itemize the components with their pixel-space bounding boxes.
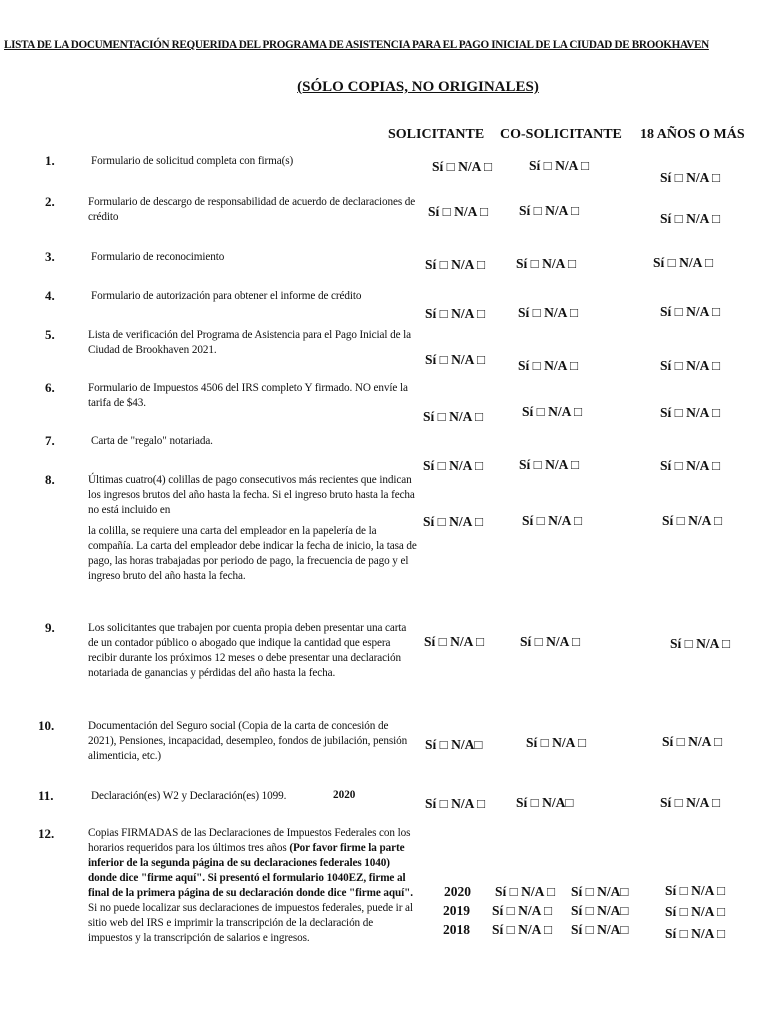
coapplicant-checkbox[interactable]: Sí □ N/A□ (516, 795, 574, 810)
coapplicant-checkbox[interactable]: Sí □ N/A □ (519, 457, 580, 472)
tax-year: 2020 (444, 884, 471, 899)
tax-year: 2019 (443, 903, 470, 918)
item-description-continued: la colilla, se requiere una carta del empleador en la papelería de la compañía. La carta del empleador debe indicar la fecha de inicio, la tasa de pago, las horas trabajadas por periodo de pago, la frecuencia de pago y el ingreso bruto del año hasta la fecha. (88, 525, 417, 582)
adult-checkbox[interactable]: Sí □ N/A □ (665, 926, 726, 941)
item-description: Formulario de reconocimiento (91, 251, 225, 263)
applicant-checkbox[interactable]: Sí □ N/A □ (425, 796, 486, 811)
coapplicant-checkbox[interactable]: Sí □ N/A□ (571, 922, 629, 937)
item-description: Carta de "regalo" notariada. (91, 435, 213, 447)
coapplicant-checkbox[interactable]: Sí □ N/A □ (516, 256, 577, 271)
item-number: 11. (38, 788, 54, 803)
item-number: 8. (45, 472, 55, 487)
item-description: Lista de verificación del Programa de Asistencia para el Pago Inicial de la Ciudad de Brookhaven 2021. (88, 329, 412, 356)
applicant-checkbox[interactable]: Sí □ N/A □ (492, 922, 553, 937)
item-number: 1. (45, 153, 55, 168)
adult-checkbox[interactable]: Sí □ N/A □ (662, 734, 723, 749)
adult-checkbox[interactable]: Sí □ N/A □ (660, 405, 721, 420)
tax-year: 2018 (443, 922, 470, 937)
item-description-bold: (Por favor firme la parte inferior de la segunda página de su declaraciones federales 1040) donde dice "firme aquí". Si presentó el formulario 1040EZ, firme al final de la primera página de su declaración donde dice "firme aquí". (88, 842, 413, 899)
item-description: Formulario de solicitud completa con firma(s) (91, 155, 294, 167)
applicant-checkbox[interactable]: Sí □ N/A □ (432, 159, 493, 174)
item-description: Últimas cuatro(4) colillas de pago consecutivos más recientes que indican los ingresos brutos del año hasta la fecha. Si el ingreso bruto hasta la fecha no está incluido en (88, 474, 415, 516)
column-header-adult: 18 AÑOS O MÁS (640, 127, 745, 142)
coapplicant-checkbox[interactable]: Sí □ N/A□ (571, 903, 629, 918)
adult-checkbox[interactable]: Sí □ N/A □ (660, 304, 721, 319)
applicant-checkbox[interactable]: Sí □ N/A □ (425, 306, 486, 321)
coapplicant-checkbox[interactable]: Sí □ N/A □ (522, 513, 583, 528)
item-number: 7. (45, 433, 55, 448)
item-description: Los solicitantes que trabajen por cuenta propia deben presentar una carta de un contador público o abogado que indique la cantidad que espera recibir durante los próximos 12 meses o debe presentar una declaración notariada de ganancias y pérdidas del año hasta la fecha. (88, 622, 407, 679)
coapplicant-checkbox[interactable]: Sí □ N/A □ (518, 305, 579, 320)
applicant-checkbox[interactable]: Sí □ N/A □ (424, 634, 485, 649)
item-description: Formulario de Impuestos 4506 del IRS completo Y firmado. NO envíe la tarifa de $43. (88, 382, 408, 409)
applicant-checkbox[interactable]: Sí □ N/A □ (425, 257, 486, 272)
item-description: Formulario de autorización para obtener el informe de crédito (91, 290, 362, 302)
adult-checkbox[interactable]: Sí □ N/A □ (660, 358, 721, 373)
coapplicant-checkbox[interactable]: Sí □ N/A □ (520, 634, 581, 649)
applicant-checkbox[interactable]: Sí □ N/A □ (425, 352, 486, 367)
item-description (88, 826, 413, 946)
adult-checkbox[interactable]: Sí □ N/A □ (660, 458, 721, 473)
adult-checkbox[interactable]: Sí □ N/A □ (660, 795, 721, 810)
applicant-checkbox[interactable]: Sí □ N/A □ (423, 458, 484, 473)
applicant-checkbox[interactable]: Sí □ N/A □ (495, 884, 556, 899)
item-description: Documentación del Seguro social (Copia de la carta de concesión de 2021), Pensiones, incapacidad, desempleo, fondos de jubilación, pensión alimenticia, etc.) (88, 720, 408, 762)
coapplicant-checkbox[interactable]: Sí □ N/A □ (519, 203, 580, 218)
column-header-applicant: SOLICITANTE (388, 127, 485, 142)
adult-checkbox[interactable]: Sí □ N/A □ (665, 904, 726, 919)
document-title: LISTA DE LA DOCUMENTACIÓN REQUERIDA DEL PROGRAMA DE ASISTENCIA PARA EL PAGO INICIAL DE LA CIUDAD DE BROOKHAVEN (4, 39, 709, 51)
item-number: 10. (38, 718, 55, 733)
coapplicant-checkbox[interactable]: Sí □ N/A □ (522, 404, 583, 419)
adult-checkbox[interactable]: Sí □ N/A □ (665, 883, 726, 898)
item-description: Formulario de descargo de responsabilidad de acuerdo de declaraciones de crédito (88, 196, 416, 223)
adult-checkbox[interactable]: Sí □ N/A □ (660, 211, 721, 226)
applicant-checkbox[interactable]: Sí □ N/A□ (425, 737, 483, 752)
adult-checkbox[interactable]: Sí □ N/A □ (662, 513, 723, 528)
item-number: 3. (45, 249, 55, 264)
document-subtitle: (SÓLO COPIAS, NO ORIGINALES) (297, 79, 539, 95)
coapplicant-checkbox[interactable]: Sí □ N/A □ (526, 735, 587, 750)
coapplicant-checkbox[interactable]: Sí □ N/A □ (518, 358, 579, 373)
coapplicant-checkbox[interactable]: Sí □ N/A □ (529, 158, 590, 173)
item-number: 4. (45, 288, 55, 303)
applicant-checkbox[interactable]: Sí □ N/A □ (423, 409, 484, 424)
item-number: 5. (45, 327, 55, 342)
item-number: 9. (45, 620, 55, 635)
column-header-coapplicant: CO-SOLICITANTE (500, 127, 622, 142)
applicant-checkbox[interactable]: Sí □ N/A □ (428, 204, 489, 219)
adult-checkbox[interactable]: Sí □ N/A □ (660, 170, 721, 185)
item-description-tail: Si no puede localizar sus declaraciones de impuestos federales, puede ir al sitio web del IRS e imprimir la transcripción de la declaración de impuestos y la transcripción de salarios e ingresos. (88, 902, 413, 944)
applicant-checkbox[interactable]: Sí □ N/A □ (423, 514, 484, 529)
coapplicant-checkbox[interactable]: Sí □ N/A□ (571, 884, 629, 899)
adult-checkbox[interactable]: Sí □ N/A □ (670, 636, 731, 651)
item-number: 12. (38, 826, 55, 841)
adult-checkbox[interactable]: Sí □ N/A □ (653, 255, 714, 270)
item-description: Declaración(es) W2 y Declaración(es) 1099. (91, 790, 287, 802)
item-year: 2020 (333, 789, 356, 801)
item-description-intro: Copias FIRMADAS de las Declaraciones de Impuestos Federales con los horarios requeridos para los últimos tres años (88, 827, 411, 854)
applicant-checkbox[interactable]: Sí □ N/A □ (492, 903, 553, 918)
item-number: 6. (45, 380, 55, 395)
item-number: 2. (45, 194, 55, 209)
